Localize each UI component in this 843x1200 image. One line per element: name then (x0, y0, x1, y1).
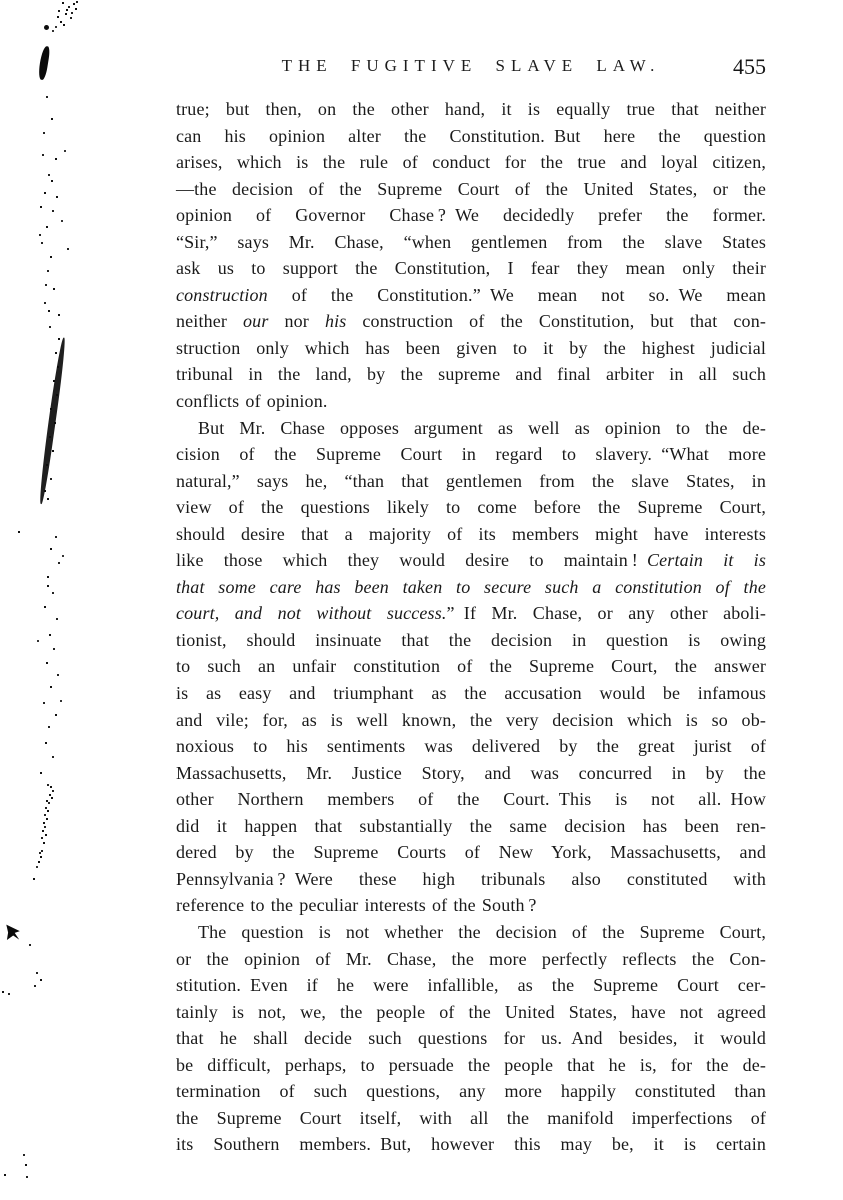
text-line (176, 839, 766, 866)
text-segment: that he shall decide such questions for us. And besides, it would (176, 1028, 766, 1049)
text-segment: termination of such questions, any more happily constituted than (176, 1081, 766, 1102)
italic-text-segment: our (243, 311, 269, 332)
text-segment: the Supreme Court itself, with all the manifold imperfections of (176, 1107, 766, 1128)
text-segment: natural,” says he, “than that gentlemen from the slave States, in (176, 470, 766, 491)
text-segment: of the Constitution.” We mean not so. We mean (267, 284, 766, 305)
text-segment: tainly is not, we, the people of the United States, have not agreed (176, 1001, 766, 1022)
text-line (176, 760, 766, 787)
page-title: THE FUGITIVE SLAVE LAW. (281, 56, 661, 75)
text-line (176, 388, 766, 415)
text-segment: The question is not whether the decision of the Supreme Court, (198, 921, 766, 942)
text-segment: cision of the Supreme Court in regard to slavery. “What more (176, 444, 766, 465)
text-line (176, 680, 766, 707)
text-segment: dered by the Supreme Courts of New York, Massachusetts, and (176, 842, 766, 863)
text-segment: arises, which is the rule of conduct for the true and loyal citizen, (176, 152, 766, 173)
ink-blob-artifact (44, 25, 49, 30)
text-line (176, 441, 766, 468)
text-line (176, 946, 766, 973)
ink-streak-mid-artifact (37, 337, 67, 504)
text-segment: reference to the peculiar interests of the South ? (176, 895, 537, 916)
text-line (176, 600, 766, 627)
page-number: 455 (733, 54, 766, 79)
text-segment: struction only which has been given to it by the highest judicial (176, 337, 766, 358)
text-segment: opinion of Governor Chase ? We decidedly prefer the former. (176, 205, 766, 226)
text-line (176, 229, 766, 256)
text-segment: true; but then, on the other hand, it is equally true that neither (176, 99, 766, 119)
text-line (176, 653, 766, 680)
text-segment: noxious to his sentiments was delivered by the great jurist of (176, 736, 766, 757)
paragraph (176, 919, 766, 1158)
text-segment: view of the questions likely to come before the Supreme Court, (176, 497, 766, 518)
text-segment: ” If Mr. Chase, or any other aboli- (446, 603, 766, 624)
text-segment: to such an unfair constitution of the Supreme Court, the answer (176, 656, 766, 677)
running-header (176, 54, 766, 84)
text-segment: neither (176, 311, 244, 332)
text-line (176, 1025, 766, 1052)
scan-speckles-artifact (0, 0, 2, 2)
text-segment: “Sir,” says Mr. Chase, “when gentlemen from the slave States (176, 231, 766, 252)
text-segment: like those which they would desire to maintain ! (176, 550, 647, 571)
text-line (176, 919, 766, 946)
text-line (176, 1105, 766, 1132)
text-line (176, 813, 766, 840)
text-segment: ask us to support the Constitution, I fear they mean only their (176, 258, 766, 279)
text-line (176, 255, 766, 282)
text-line (176, 202, 766, 229)
text-segment: Massachusetts, Mr. Justice Story, and was concurred in by the (176, 762, 766, 783)
margin-arrow-mark (6, 924, 21, 941)
text-line (176, 733, 766, 760)
italic-text-segment: construction (176, 284, 268, 305)
body-text (176, 96, 766, 1158)
text-line (176, 494, 766, 521)
text-segment: is as easy and triumphant as the accusation would be infamous (176, 683, 766, 704)
text-segment: other Northern members of the Court. This is not all. How (176, 789, 766, 810)
text-line (176, 892, 766, 919)
text-segment: conflicts of opinion. (176, 391, 328, 412)
text-line (176, 627, 766, 654)
text-segment: can his opinion alter the Constitution. But here the question (176, 125, 766, 146)
text-line (176, 415, 766, 442)
text-line (176, 707, 766, 734)
text-line (176, 176, 766, 203)
text-segment: and vile; for, as is well known, the very decision which is so ob- (176, 709, 766, 730)
text-line (176, 96, 766, 123)
text-segment: Pennsylvania ? Were these high tribunals also constituted with (176, 868, 766, 889)
paragraph (176, 96, 766, 415)
text-line (176, 1078, 766, 1105)
text-line (176, 308, 766, 335)
text-segment: should desire that a majority of its members might have interests (176, 523, 766, 544)
text-line (176, 1052, 766, 1079)
text-line (176, 468, 766, 495)
text-line (176, 999, 766, 1026)
text-line (176, 866, 766, 893)
text-line (176, 361, 766, 388)
text-segment: or the opinion of Mr. Chase, the more perfectly reflects the Con- (176, 948, 766, 969)
text-segment: its Southern members. But, however this may be, it is certain (176, 1134, 766, 1155)
text-line (176, 335, 766, 362)
italic-text-segment: his (324, 311, 347, 332)
paragraph (176, 415, 766, 919)
text-segment: be difficult, perhaps, to persuade the people that he is, for the de- (176, 1054, 766, 1075)
italic-text-segment: court, and not without success. (176, 603, 447, 624)
italic-text-segment: that some care has been taken to secure such a constitution of the (176, 576, 766, 597)
text-line (176, 574, 766, 601)
italic-text-segment: Certain it is (647, 550, 766, 571)
text-line (176, 972, 766, 999)
text-segment: tribunal in the land, by the supreme and final arbiter in all such (176, 364, 766, 385)
text-segment: nor (268, 311, 325, 332)
text-segment: —the decision of the Supreme Court of the United States, or the (176, 178, 766, 199)
text-line (176, 1131, 766, 1158)
text-line (176, 149, 766, 176)
text-line (176, 123, 766, 150)
text-segment: But Mr. Chase opposes argument as well as opinion to the de- (198, 417, 766, 438)
text-line (176, 547, 766, 574)
text-line (176, 786, 766, 813)
text-segment: tionist, should insinuate that the decision in question is owing (176, 629, 766, 650)
text-line (176, 521, 766, 548)
ink-streak-top-artifact (37, 46, 50, 81)
text-segment: construction of the Constitution, but that con- (346, 311, 766, 332)
text-segment: did it happen that substantially the same decision has been ren- (176, 815, 766, 836)
text-segment: stitution. Even if he were infallible, as the Supreme Court cer- (176, 975, 766, 996)
text-line (176, 282, 766, 309)
